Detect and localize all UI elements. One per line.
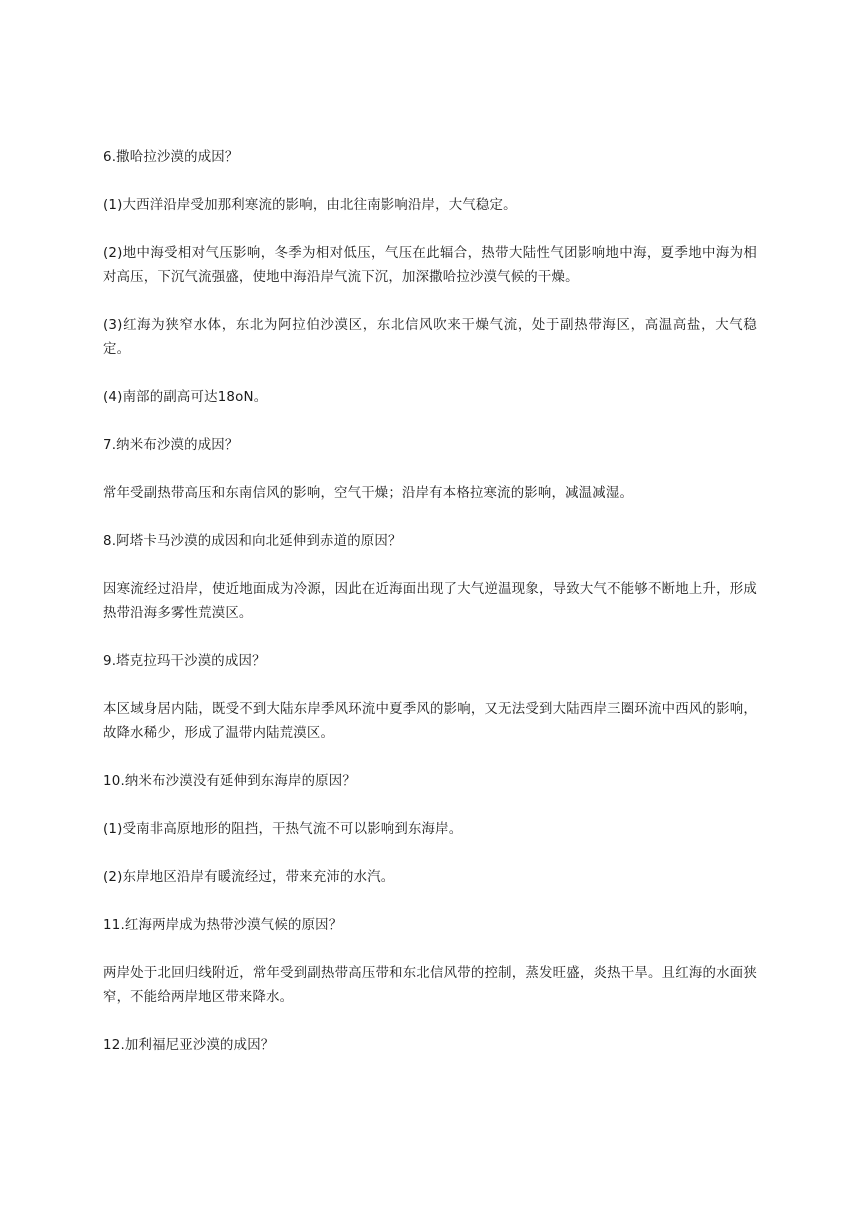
question-12-heading: 12.加利福尼亚沙漠的成因？ [103, 1038, 275, 1053]
question-9-heading: 9.塔克拉玛干沙漠的成因？ [103, 654, 266, 669]
answer-10-point-2: (2)东岸地区沿岸有暖流经过，带来充沛的水汽。 [103, 870, 395, 885]
answer-6-point-3: (3)红海为狭窄水体，东北为阿拉伯沙漠区，东北信风吹来干燥气流，处于副热带海区，高温高盐，大气稳定。 [103, 318, 757, 357]
answer-7: 常年受副热带高压和东南信风的影响，空气干燥；沿岸有本格拉寒流的影响，减温减湿。 [103, 486, 634, 501]
answer-8: 因寒流经过沿岸，使近地面成为冷源，因此在近海面出现了大气逆温现象，导致大气不能够不断地上升，形成热带沿海多雾性荒漠区。 [103, 582, 757, 621]
question-8-heading: 8.阿塔卡马沙漠的成因和向北延伸到赤道的原因？ [103, 534, 402, 549]
question-10-heading: 10.纳米布沙漠没有延伸到东海岸的原因？ [103, 774, 356, 789]
answer-6-point-2: (2)地中海受相对气压影响，冬季为相对低压，气压在此辐合，热带大陆性气团影响地中海，夏季地中海为相对高压，下沉气流强盛，使地中海沿岸气流下沉，加深撒哈拉沙漠气候的干燥。 [103, 246, 757, 285]
answer-9: 本区域身居内陆，既受不到大陆东岸季风环流中夏季风的影响，又无法受到大陆西岸三圈环流中西风的影响，故降水稀少，形成了温带内陆荒漠区。 [103, 702, 757, 741]
question-7-heading: 7.纳米布沙漠的成因？ [103, 438, 239, 453]
question-11-heading: 11.红海两岸成为热带沙漠气候的原因？ [103, 918, 343, 933]
answer-11: 两岸处于北回归线附近，常年受到副热带高压带和东北信风带的控制，蒸发旺盛，炎热干旱。且红海的水面狭窄，不能给两岸地区带来降水。 [103, 966, 757, 1005]
document-body [103, 146, 757, 1058]
question-6-heading: 6.撒哈拉沙漠的成因？ [103, 150, 239, 165]
answer-6-point-4: (4)南部的副高可达18oN。 [103, 390, 268, 405]
answer-6-point-1: (1)大西洋沿岸受加那利寒流的影响，由北往南影响沿岸，大气稳定。 [103, 198, 517, 213]
answer-10-point-1: (1)受南非高原地形的阻挡，干热气流不可以影响到东海岸。 [103, 822, 463, 837]
